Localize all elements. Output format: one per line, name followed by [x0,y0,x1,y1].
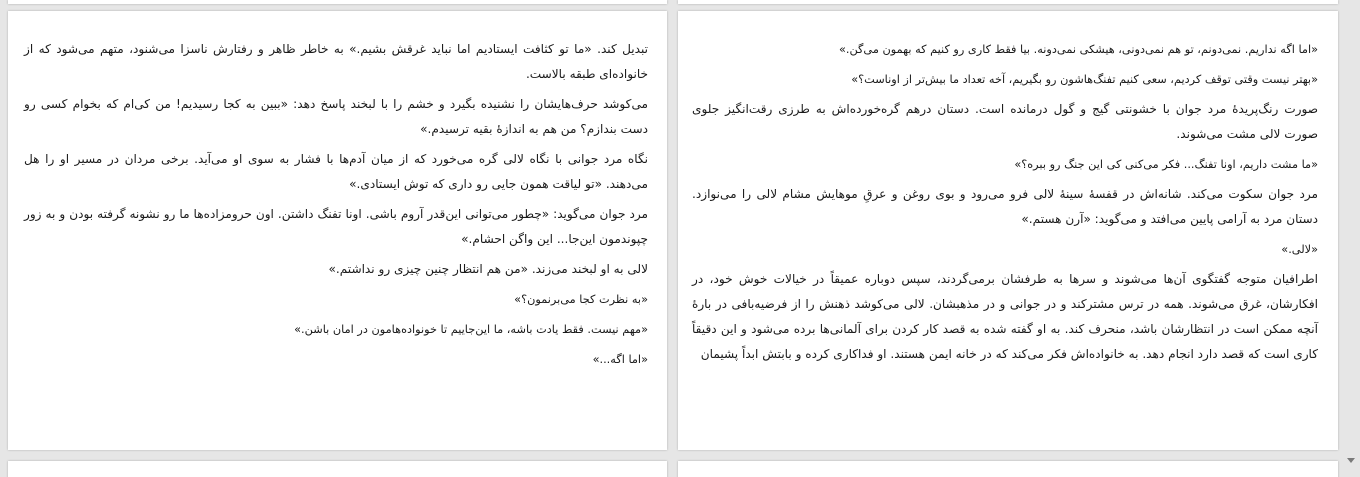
paragraph: لالی به او لبخند می‌زند. «من هم انتظار چنین چیزی رو نداشتم.» [328,262,648,276]
paragraph: مرد جوان سکوت می‌کند. شانه‌اش در قفسهٔ سینهٔ لالی فرو می‌رود و بوی روغن و عرقِ موهایش مشام لالی را می‌نوازد. دستان مرد به آرامی پایین می‌افتد و می‌گوید: «آرن هستم.» [692,187,1318,226]
paragraph: «اما اگه...» [592,353,648,366]
scroll-down-icon[interactable] [1347,458,1355,463]
book-page-right [678,11,1338,450]
next-page-right [678,461,1338,477]
vertical-scrollbar[interactable] [1343,0,1360,477]
paragraph: «لالی.» [1281,243,1318,256]
paragraph: مرد جوان می‌گوید: «چطور می‌توانی این‌قدر آروم باشی. اونا تفنگ داشتن. اون حرومزاده‌ها ما رو نشونه گرفته بودن و به زور چپوندمون این‌جا... این واگن احشام.» [24,207,648,246]
book-page-left [8,11,667,450]
previous-page-edge-right [678,0,1338,4]
paragraph: «بهتر نیست وقتی توقف کردیم، سعی کنیم تفنگ‌هاشون رو بگیریم، آخه تعداد ما بیش‌تر از اوناست؟» [851,73,1318,86]
paragraph: «به نظرت کجا می‌برنمون؟» [514,293,648,306]
paragraph: «اما اگه‌ نداریم. نمی‌دونم، تو هم نمی‌دونی، هیشکی نمی‌دونه. بیا فقط کاری رو کنیم که بهمون می‌گن.» [838,43,1318,56]
paragraph: صورت رنگ‌پریدهٔ مرد جوان با خشونتی گیج و گول درمانده است. دستان درهم گره‌خورده‌اش به طرزی رقت‌انگیز جلوی صورت لالی مشت می‌شوند. [692,102,1318,141]
previous-page-edge-left [8,0,667,4]
paragraph: «ما مشت داریم، اونا تفنگ... فکر می‌کنی کی این جنگ رو ببره؟» [1014,158,1318,171]
paragraph: اطرافیان متوجه گفتگوی آن‌ها می‌شوند و سرها به طرفشان برمی‌گردند، سپس دوباره عمیقاً در خیالات خوش خود، در افکارشان، غرق می‌شوند. همه در ترس مشترکند و در جوانی و در مذهبشان. لالی می‌کوشد ذهنش را از فرضیه‌بافی در بارهٔ آنچه ممکن است در انتظارشان باشد، منحرف کند. به او گفته شده به قصد کار کردن برای آلمانی‌ها برده می‌شود و این دقیقاً کاری است که قصد دارد انجام دهد. به خانواده‌اش فکر می‌کند که در خانه ایمن هستند. او فداکاری کرده و بابتش ابداً پشیمان [692,272,1318,361]
paragraph: «مهم نیست. فقط یادت باشه، ما این‌جاییم تا خونواده‌هامون در امان باشن.» [294,323,648,336]
next-page-left [8,461,667,477]
paragraph: می‌کوشد حرف‌هایشان را نشنیده بگیرد و خشم را با لبخند پاسخ دهد: «ببین به کجا رسیدیم! من کی‌ام که بخوام کسی رو دست بندازم؟ من هم به اندازهٔ بقیه ترسیدم.» [24,97,648,136]
paragraph: تبدیل کند. «ما تو کثافت ایستادیم اما نباید غرقش بشیم.» به خاطر ظاهر و رفتارش ناسزا می‌شنود، متهم می‌شود که از خانواده‌ای طبقه بالاست. [24,42,648,81]
paragraph: نگاه مرد جوانی با نگاه لالی گره می‌خورد که از میان آدم‌ها با فشار به سوی او می‌آید. برخی مردان در مسیر او را هل می‌دهند. «تو لیاقت همون جایی رو داری که توش ایستادی.» [24,152,648,191]
